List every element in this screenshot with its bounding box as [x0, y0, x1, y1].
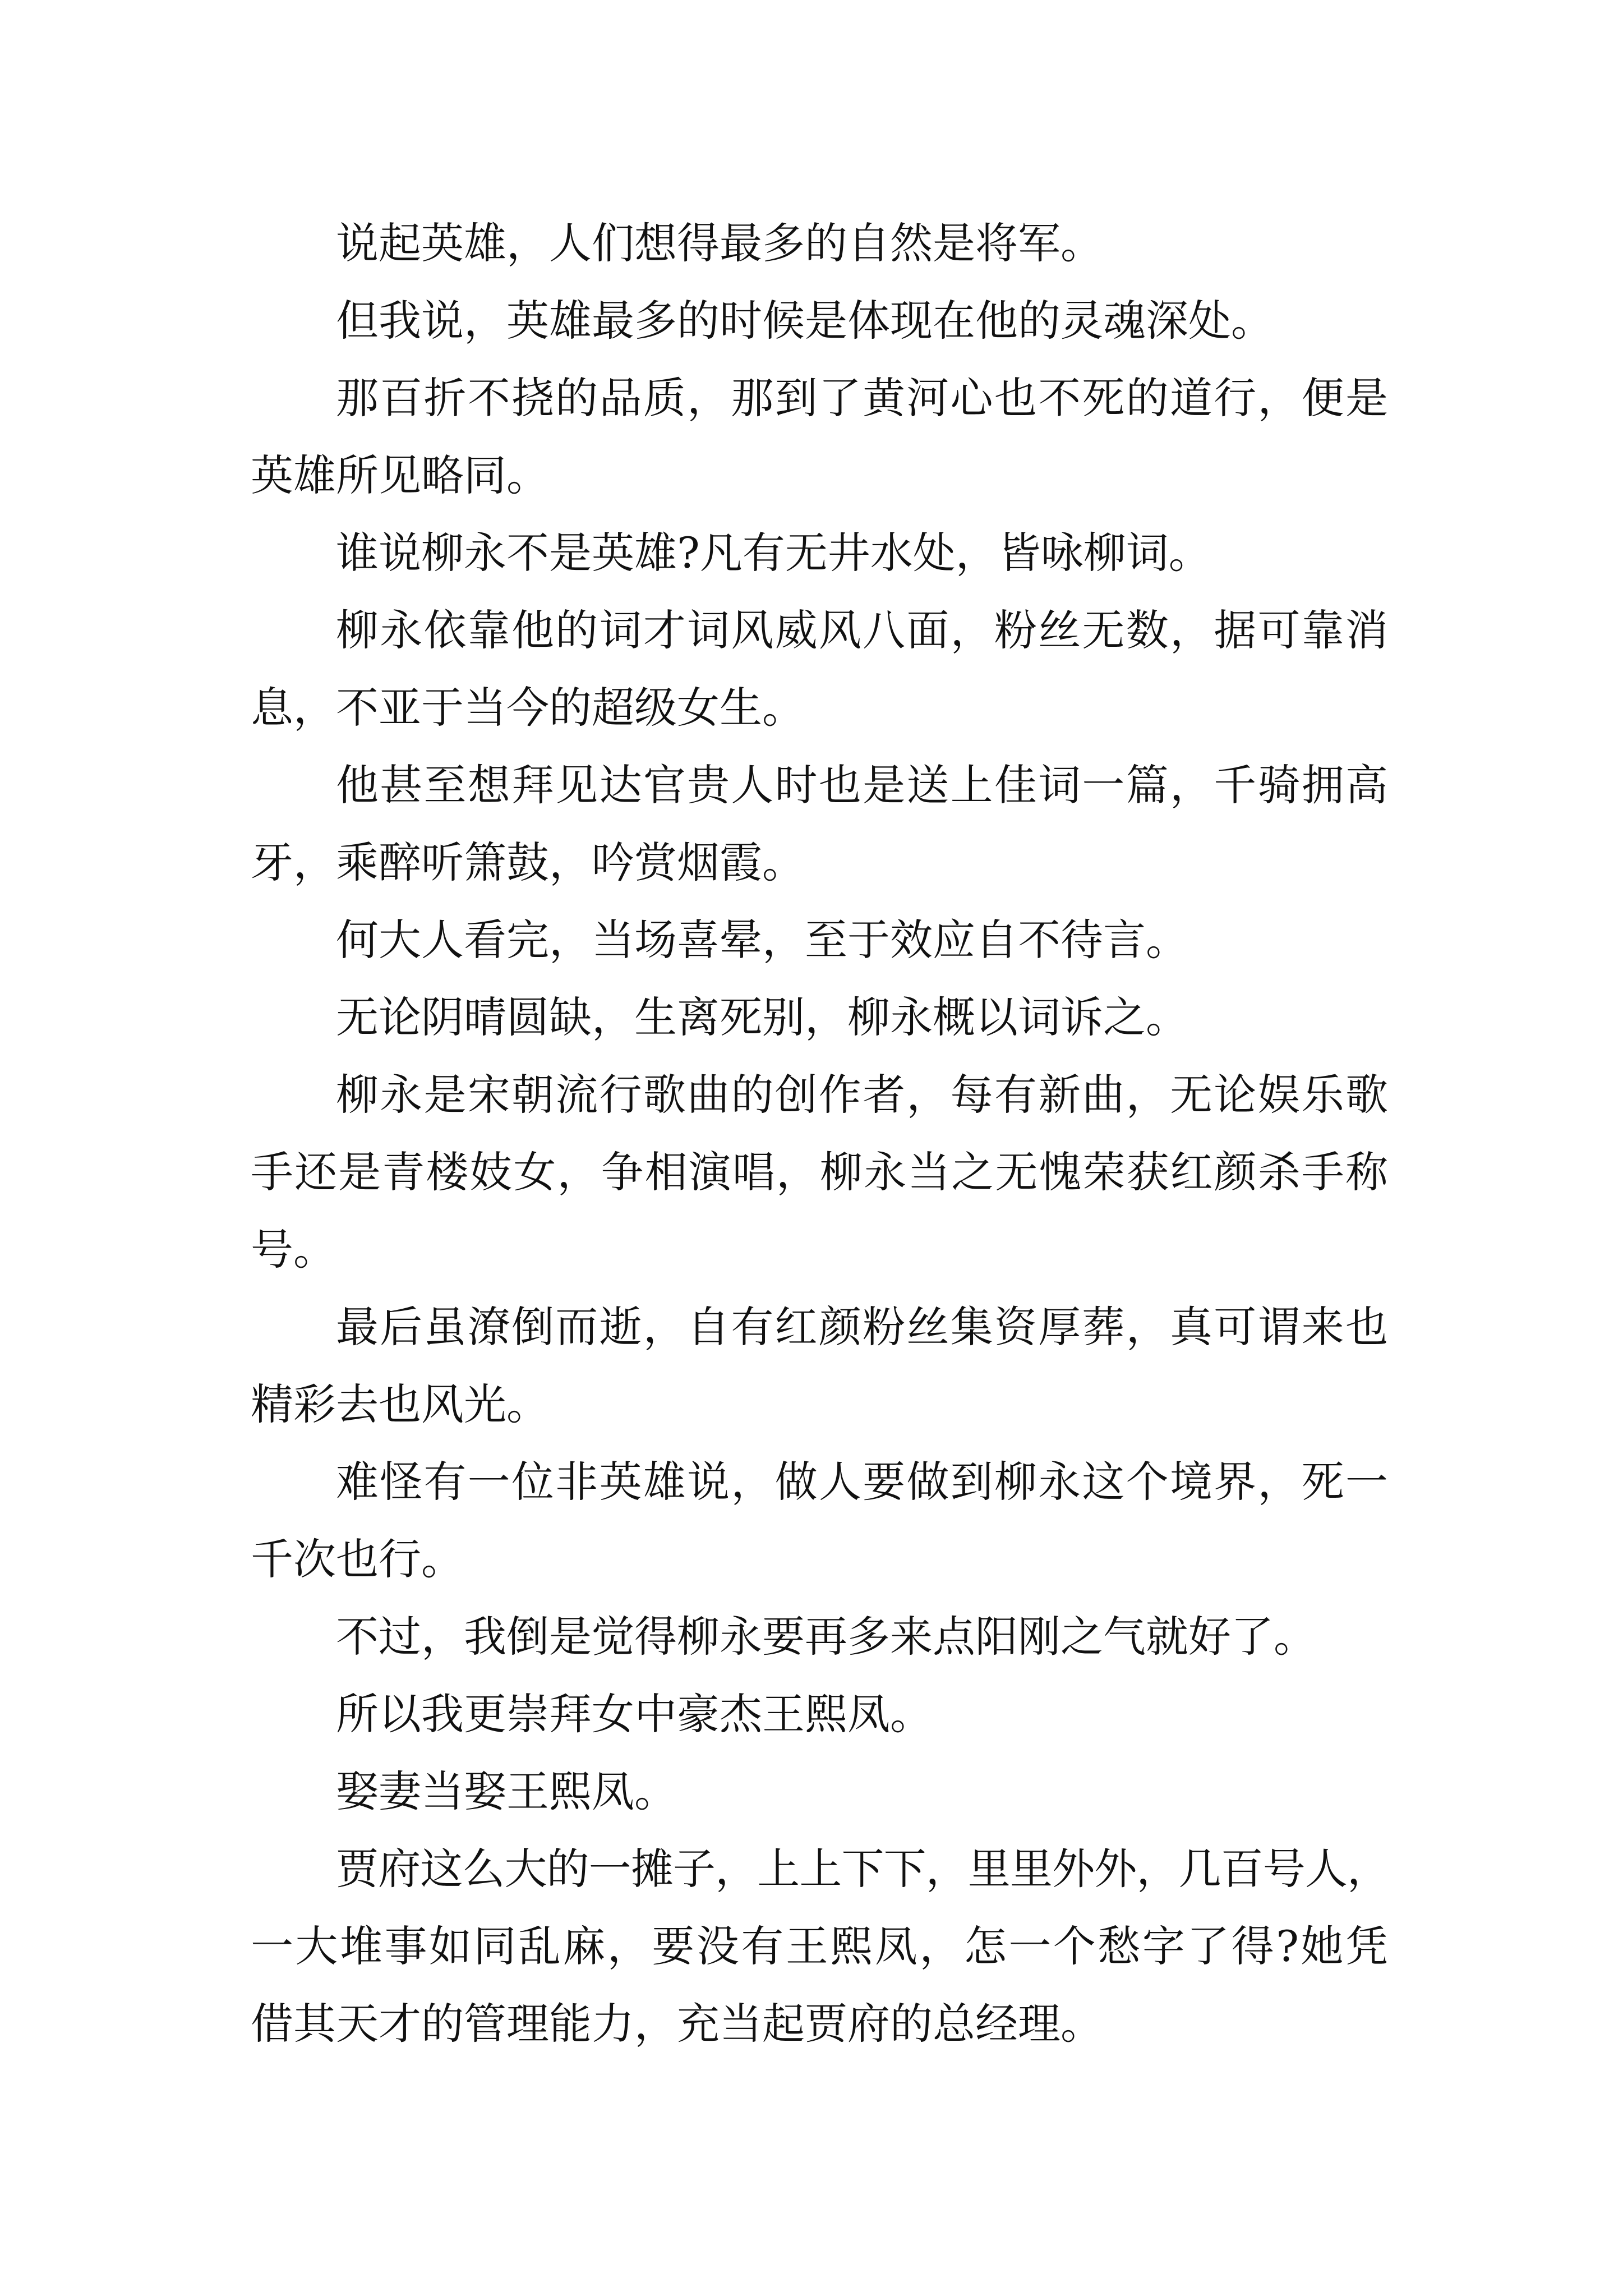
paragraph — [251, 1289, 1388, 1443]
text-line: 他甚至想拜见达官贵人时也是送上佳词一篇，千骑拥高 — [336, 760, 1388, 810]
paragraph — [251, 747, 1388, 901]
text-line: 息，不亚于当今的超级女生。 — [251, 683, 805, 733]
text-line: 娶妻当娶王熙凤。 — [336, 1766, 677, 1816]
paragraph — [251, 979, 1388, 1056]
text-line: 柳永是宋朝流行歌曲的创作者，每有新曲，无论娱乐歌 — [336, 1070, 1388, 1120]
paragraph — [251, 592, 1388, 747]
paragraph — [251, 1056, 1388, 1289]
text-line: 贾府这么大的一摊子，上上下下，里里外外，几百号人， — [336, 1844, 1388, 1894]
text-line: 所以我更崇拜女中豪杰王熙凤。 — [336, 1689, 933, 1739]
paragraph — [251, 1598, 1388, 1676]
text-line: 无论阴晴圆缺，生离死别，柳永概以词诉之。 — [336, 992, 1188, 1042]
paragraph — [251, 360, 1388, 514]
text-line: 难怪有一位非英雄说，做人要做到柳永这个境界，死一 — [336, 1457, 1388, 1507]
article-body — [251, 205, 1388, 2063]
text-line: 手还是青楼妓女，争相演唱，柳永当之无愧荣获红颜杀手称 — [251, 1147, 1388, 1197]
text-line: 柳永依靠他的词才词风威风八面，粉丝无数，据可靠消 — [336, 605, 1388, 655]
text-line: 但我说，英雄最多的时候是体现在他的灵魂深处。 — [336, 296, 1274, 346]
text-line: 谁说柳永不是英雄?凡有无井水处，皆咏柳词。 — [336, 528, 1211, 578]
text-line: 英雄所见略同。 — [251, 450, 549, 500]
text-line: 说起英雄，人们想得最多的自然是将军。 — [336, 218, 1103, 268]
paragraph — [251, 901, 1388, 979]
text-line: 千次也行。 — [251, 1534, 464, 1584]
paragraph — [251, 1753, 1388, 1830]
text-line: 借其天才的管理能力，充当起贾府的总经理。 — [251, 1999, 1103, 2049]
text-line: 那百折不挠的品质，那到了黄河心也不死的道行，便是 — [336, 373, 1388, 423]
text-line: 一大堆事如同乱麻，要没有王熙凤，怎一个愁字了得?她凭 — [251, 1921, 1388, 1971]
paragraph — [251, 1443, 1388, 1598]
text-line: 最后虽潦倒而逝，自有红颜粉丝集资厚葬，真可谓来也 — [336, 1302, 1388, 1352]
text-line: 精彩去也风光。 — [251, 1379, 549, 1429]
text-line: 号。 — [251, 1225, 336, 1274]
text-line: 何大人看完，当场喜晕，至于效应自不待言。 — [336, 915, 1188, 965]
paragraph — [251, 282, 1388, 360]
paragraph — [251, 1676, 1388, 1753]
text-line: 牙，乘醉听箫鼓，吟赏烟霞。 — [251, 838, 805, 887]
paragraph — [251, 205, 1388, 282]
text-line: 不过，我倒是觉得柳永要再多来点阳刚之气就好了。 — [336, 1612, 1316, 1662]
paragraph — [251, 514, 1388, 592]
paragraph — [251, 1830, 1388, 2063]
